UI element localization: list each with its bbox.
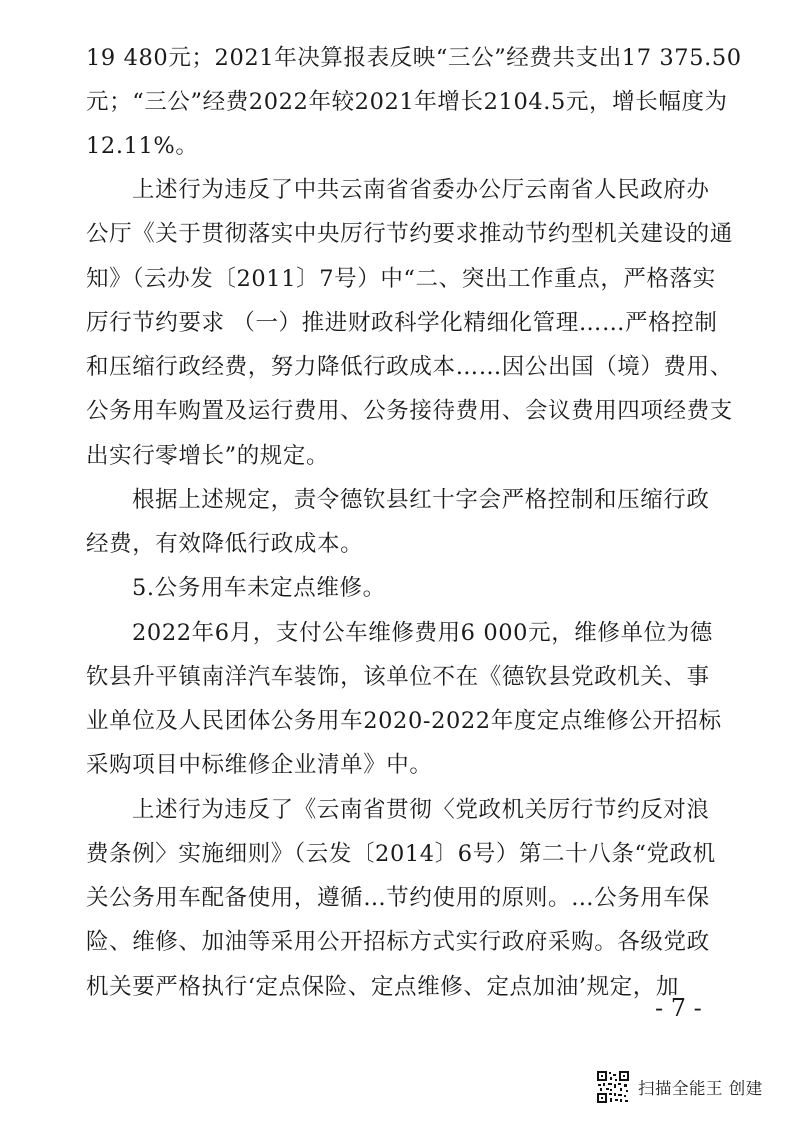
text-line: 公务用车购置及运行费用、公务接待费用、会议费用四项经费支 — [86, 398, 733, 424]
text-line: 出实行零增长”的规定。 — [86, 443, 330, 469]
text-line: 险、维修、加油等采用公开招标方式实行政府采购。各级党政 — [86, 929, 710, 955]
scanner-watermark — [596, 1069, 763, 1105]
watermark-text: 扫描全能王 创建 — [638, 1079, 763, 1098]
text-line: 采购项目中标维修企业清单》中。 — [86, 752, 433, 778]
page-number: - 7 - — [655, 994, 702, 1022]
paragraph-start-line: 2022年6月，支付公车维修费用6 000元，维修单位为德 — [132, 620, 713, 646]
text-line: 机关要严格执行‘定点保险、定点维修、定点加油’规定，加 — [86, 974, 680, 1000]
text-line: 业单位及人民团体公务用车2020-2022年度定点维修公开招标 — [86, 708, 722, 734]
text-line: 19 480元；2021年决算报表反映“三公”经费共支出17 375.50 — [86, 45, 742, 71]
paragraph-start-line: 根据上述规定，责令德钦县红十字会严格控制和压缩行政 — [132, 487, 710, 513]
text-line: 知》（云办发〔2011〕7号）中“二、突出工作重点，严格落实 — [86, 266, 716, 292]
text-line: 和压缩行政经费，努力降低行政成本……因公出国（境）费用、 — [86, 354, 733, 380]
section-heading: 5.公务用车未定点维修。 — [132, 575, 386, 601]
text-line: 费条例〉实施细则》（云发〔2014〕6号）第二十八条“党政机 — [86, 841, 716, 867]
text-line: 厉行节约要求 （一）推进财政科学化精细化管理……严格控制 — [86, 310, 718, 336]
paragraph-start-line: 上述行为违反了《云南省贯彻〈党政机关厉行节约反对浪 — [132, 797, 710, 823]
text-line: 12.11%。 — [86, 133, 199, 159]
paragraph-start-line: 上述行为违反了中共云南省省委办公厅云南省人民政府办 — [132, 177, 710, 203]
text-line: 公厅《关于贯彻落实中央厉行节约要求推动节约型机关建设的通 — [86, 221, 733, 247]
text-line: 钦县升平镇南洋汽车装饰，该单位不在《德钦县党政机关、事 — [86, 664, 710, 690]
text-line: 元；“三公”经费2022年较2021年增长2104.5元，增长幅度为 — [86, 89, 728, 115]
text-line: 经费，有效降低行政成本。 — [86, 531, 364, 557]
qr-code-icon — [596, 1070, 630, 1104]
text-line: 关公务用车配备使用，遵循…节约使用的原则。…公务用车保 — [86, 885, 710, 911]
